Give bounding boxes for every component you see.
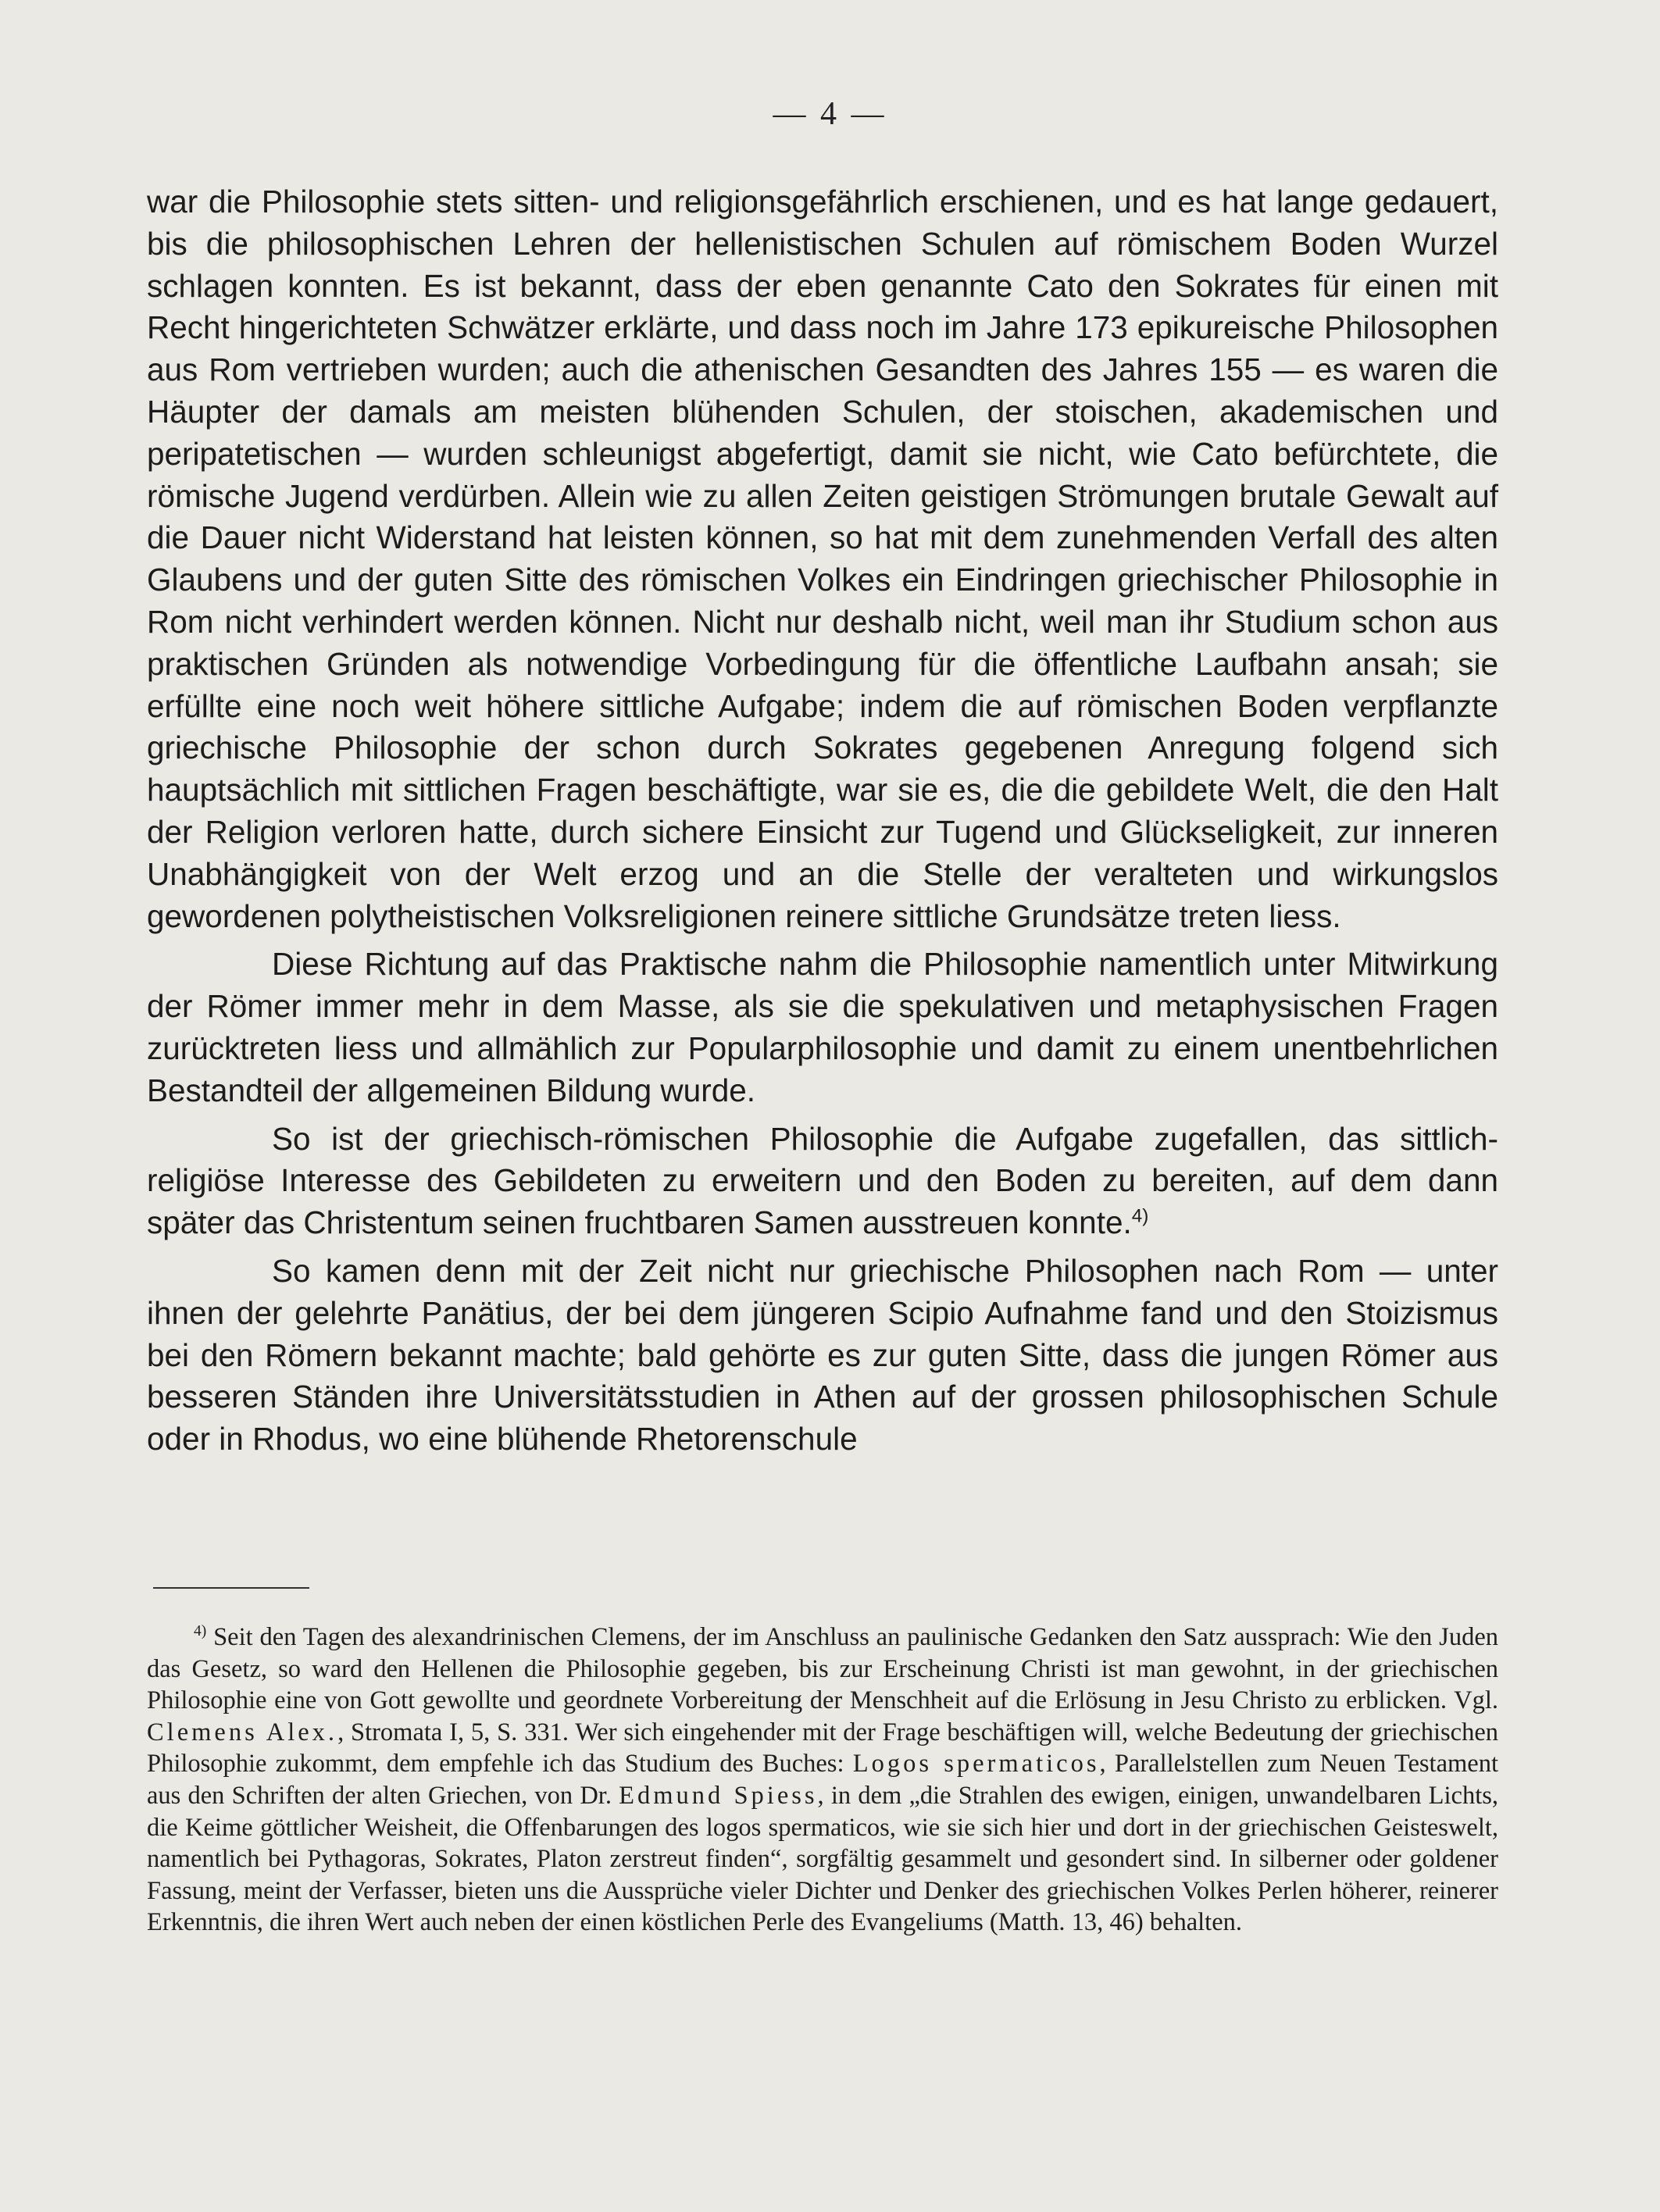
paragraph-1: war die Philosophie stets sitten- und religionsgefährlich erschienen, und es hat lange gedauert, bis die philosophischen Lehren der hellenistischen Schulen auf römischem Boden Wurzel schlagen konnten. Es ist bekannt, dass der eben genannte Cato den Sokrates für einen mit Recht hingerichteten Schwätzer erklärte, und dass noch im Jahre 173 epikureische Philosophen aus Rom vertrieben wurden; auch die athenischen Gesandten des Jahres 155 — es waren die Häupter der damals am meisten blühenden Schulen, der stoischen, akademischen und peripatetischen — wurden schleunigst abgefertigt, damit sie nicht, wie Cato befürchtete, die römische Jugend verdürben. Allein wie zu allen Zeiten geistigen Strömungen brutale Gewalt auf die Dauer nicht Widerstand hat leisten können, so hat mit dem zunehmenden Verfall des alten Glaubens und der guten Sitte des römischen Volkes ein Eindringen griechischer Philosophie in Rom nicht verhindert werden können. Nicht nur deshalb nicht, weil man ihr Studium schon aus praktischen Gründen als notwendige Vorbedingung für die öffentliche Laufbahn ansah; sie erfüllte eine noch weit höhere sittliche Aufgabe; indem die auf römischen Boden verpflanzte griechische Philosophie der schon durch Sokrates gegebenen Anregung folgend sich hauptsächlich mit sittlichen Fragen beschäftigte, war sie es, die die gebildete Welt, die den Halt der Religion verloren hatte, durch sichere Einsicht zur Tugend und Glückseligkeit, zur inneren Unabhängigkeit von der Welt erzog und an die Stelle der veralteten und wirkungslos gewordenen polytheistischen Volksreligionen reinere sittliche Grundsätze treten liess.	[147, 184, 1498, 934]
footnote-reference: 4)	[1131, 1205, 1149, 1227]
paragraph-3-text: So ist der griechisch-römischen Philosophie die Aufgabe zugefallen, das sittlich-religiöse Interesse des Gebildeten zu erweitern und den Boden zu bereiten, auf dem dann später das Christentum seinen fruchtbaren Samen ausstreuen konnte.	[147, 1120, 1498, 1241]
footnote-4	[147, 1622, 1498, 1939]
page-number: — 4 —	[773, 96, 887, 132]
main-text	[147, 181, 1498, 1461]
footnote-text-2: , Stromata I, 5, S. 331. Wer sich eingehender mit der Frage beschäftigen will, welche Bedeutung der griechischen Philosophie zukommt, dem empfehle ich das Studium des Buches:	[147, 1718, 1498, 1779]
footnote-author-clemens: Clemens Alex.	[147, 1718, 338, 1746]
footnote-author-spiess: Edmund Spiess	[619, 1781, 818, 1810]
footnote-book-title: Logos spermaticos	[852, 1750, 1100, 1779]
paragraph-3	[147, 1118, 1498, 1244]
footnote-marker: 4)	[194, 1623, 207, 1640]
footnote-text-4: , in dem „die Strahlen des ewigen, einigen, unwandelbaren Lichts, die Keime göttlicher Weisheit, die Offenbarungen des logos spermaticos, wie sie sich hier und dort in der griechischen Geisteswelt, namentlich bei Pythagoras, Sokrates, Platon zerstreut finden“, sorgfältig gesammelt und gesondert sind. In silberner oder goldener Fassung, meint der Verfasser, bieten uns die Aussprüche vieler Dichter und Denker des griechischen Volkes Perlen höherer, reinerer Erkenntnis, die ihren Wert auch neben der einen köstlichen Perle des Evangeliums (Matth. 13, 46) behalten.	[147, 1781, 1498, 1937]
paragraph-4: So kamen denn mit der Zeit nicht nur griechische Philosophen nach Rom — unter ihnen der gelehrte Panätius, der bei dem jüngeren Scipio Aufnahme fand und den Stoizismus bei den Römern bekannt machte; bald gehörte es zur guten Sitte, dass die jungen Römer aus besseren Ständen ihre Universitätsstudien in Athen auf der grossen philosophischen Schule oder in Rhodus, wo eine blühende Rhetorenschule	[147, 1252, 1498, 1457]
footnote-divider	[153, 1587, 309, 1589]
footnote-text-1: Seit den Tagen des alexandrinischen Clemens, der im Anschluss an paulinische Gedanken den Satz aussprach: Wie den Juden das Gesetz, so ward den Hellenen die Philosophie gegeben, bis zur Erscheinung Christi ist man gewohnt, in der griechischen Philosophie eine von Gott gewollte und geordnete Vorbereitung der Menschheit auf die Erlösung in Jesu Christo zu erblicken. Vgl.	[147, 1623, 1498, 1715]
paragraph-2: Diese Richtung auf das Praktische nahm die Philosophie namentlich unter Mitwirkung der Römer immer mehr in dem Masse, als sie die spekulativen und metaphysischen Fragen zurücktreten liess und allmählich zur Popularphilosophie und damit zu einem unentbehrlichen Bestandteil der allgemeinen Bildung wurde.	[147, 946, 1498, 1108]
footnote-section	[147, 1622, 1498, 1939]
footnote-text-3: , Parallelstellen zum Neuen Testament aus den Schriften der alten Griechen, von Dr.	[147, 1750, 1498, 1810]
